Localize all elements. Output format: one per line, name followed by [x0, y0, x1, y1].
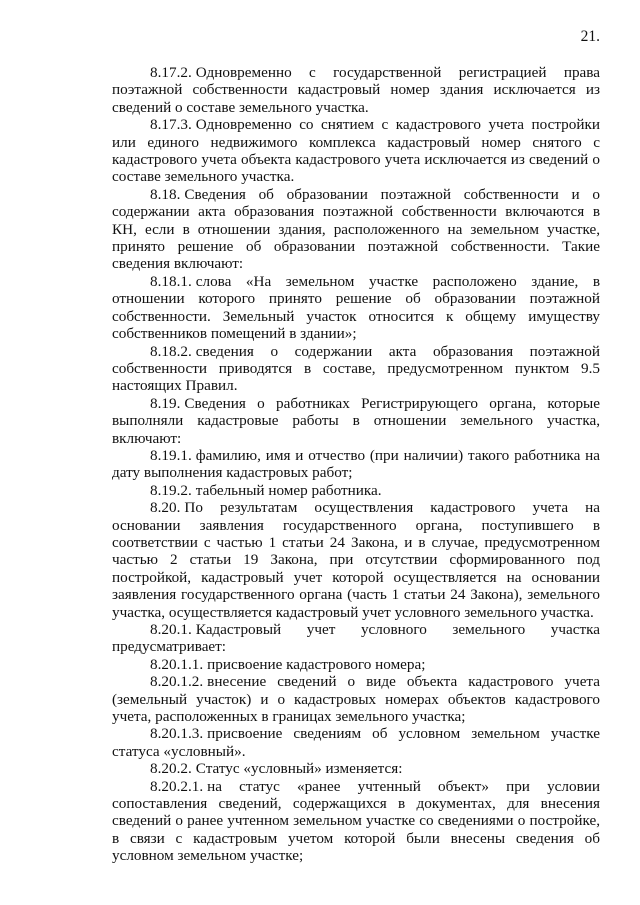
paragraph-8-19 [112, 395, 600, 447]
clause-number: 8.18. [150, 185, 181, 203]
document-body [112, 64, 600, 865]
clause-number: 8.20.1.3. [150, 725, 204, 743]
clause-number: 8.17.3. [150, 116, 192, 134]
clause-text: на статус «ранее учтенный объект» при условии сопоставления сведений, содержащихся в документах, для внесения сведений о ранее учтенном земельном участке со сведениями о постройке, в связи с кадастровым учетом которой были внесены сведения об условном земельном участке; [112, 777, 600, 865]
clause-number: 8.20.2.1. [150, 777, 204, 795]
paragraph-8-20-1-3 [112, 725, 600, 760]
clause-text: Статус «условный» изменяется: [195, 760, 403, 778]
clause-text: Кадастровый учет условного земельного участка предусматривает: [112, 621, 600, 656]
clause-number: 8.18.1. [150, 272, 192, 290]
paragraph-8-17-2 [112, 64, 600, 116]
clause-number: 8.19. [150, 394, 181, 412]
paragraph-8-20-1-1 [112, 656, 600, 673]
clause-number: 8.20.2. [150, 760, 192, 778]
clause-text: Одновременно со снятием с кадастрового учета постройки или единого недвижимого комплекса кадастровый номер снятого с кадастрового учета объекта кадастрового учета исключается из сведений о составе земельного участка. [112, 116, 600, 186]
clause-text: сведения о содержании акта образования поэтажной собственности приводятся в составе, предусмотренном пунктом 9.5 настоящих Правил. [112, 342, 600, 395]
paragraph-8-20-1 [112, 621, 600, 656]
clause-text: присвоение сведениям об условном земельном участке статуса «условный». [112, 725, 600, 760]
clause-text: Сведения о работниках Регистрирующего органа, которые выполняли кадастровые работы в отношении земельного участка, включают: [112, 394, 600, 447]
clause-text: фамилию, имя и отчество (при наличии) такого работника на дату выполнения кадастровых работ; [112, 446, 600, 482]
paragraph-8-20-1-2 [112, 673, 600, 725]
paragraph-8-18-2 [112, 343, 600, 395]
clause-number: 8.20. [150, 499, 181, 517]
paragraph-8-20-2 [112, 760, 600, 777]
clause-text: Одновременно с государственной регистрацией права поэтажной собственности кадастровый номер здания исключается из сведений о составе земельного участка. [112, 64, 600, 116]
clause-number: 8.18.2. [150, 342, 192, 360]
paragraph-8-20 [112, 499, 600, 621]
clause-number: 8.20.1. [150, 621, 192, 638]
clause-number: 8.19.2. [150, 481, 192, 499]
clause-text: слова «На земельном участке расположено здание, в отношении которого принято решение об образовании поэтажной собственности. Земельный участок относится к общему имуществу собственников помещений в здании»; [112, 272, 600, 343]
clause-number: 8.17.2. [150, 64, 192, 81]
paragraph-8-19-1 [112, 447, 600, 482]
paragraph-8-18 [112, 186, 600, 273]
clause-text: табельный номер работника. [195, 481, 382, 499]
paragraph-8-18-1 [112, 273, 600, 343]
paragraph-8-20-2-1 [112, 778, 600, 865]
paragraph-8-19-2 [112, 482, 600, 499]
clause-text: По результатам осуществления кадастрового учета на основании заявления государственного органа, поступившего в соответствии с частью 1 статьи 24 Закона, и в случае, предусмотренном частью 2 статьи 19 Закона, при отсутствии сформированного под постройкой, кадастровый учет которой осуществляется на основании заявления государственного органа (часть 1 статьи 24 Закона), земельного участка, осуществляется кадастровый учет условного земельного участка. [112, 499, 600, 621]
page-number: 21. [580, 28, 600, 45]
clause-number: 8.20.1.2. [150, 673, 204, 691]
clause-number: 8.20.1.1. [150, 655, 204, 673]
paragraph-8-17-3 [112, 116, 600, 186]
clause-text: внесение сведений о виде объекта кадастрового учета (земельный участок) и о кадастровых номерах объектов кадастрового учета, расположенных в границах земельного участка; [112, 673, 600, 726]
clause-text: присвоение кадастрового номера; [207, 655, 426, 673]
clause-text: Сведения об образовании поэтажной собственности и о содержании акта образования поэтажной собственности включаются в КН, если в отношении здания, расположенного на земельном участке, принято решение об образовании поэтажной собственности. Такие сведения включают: [112, 185, 600, 273]
clause-number: 8.19.1. [150, 446, 192, 464]
